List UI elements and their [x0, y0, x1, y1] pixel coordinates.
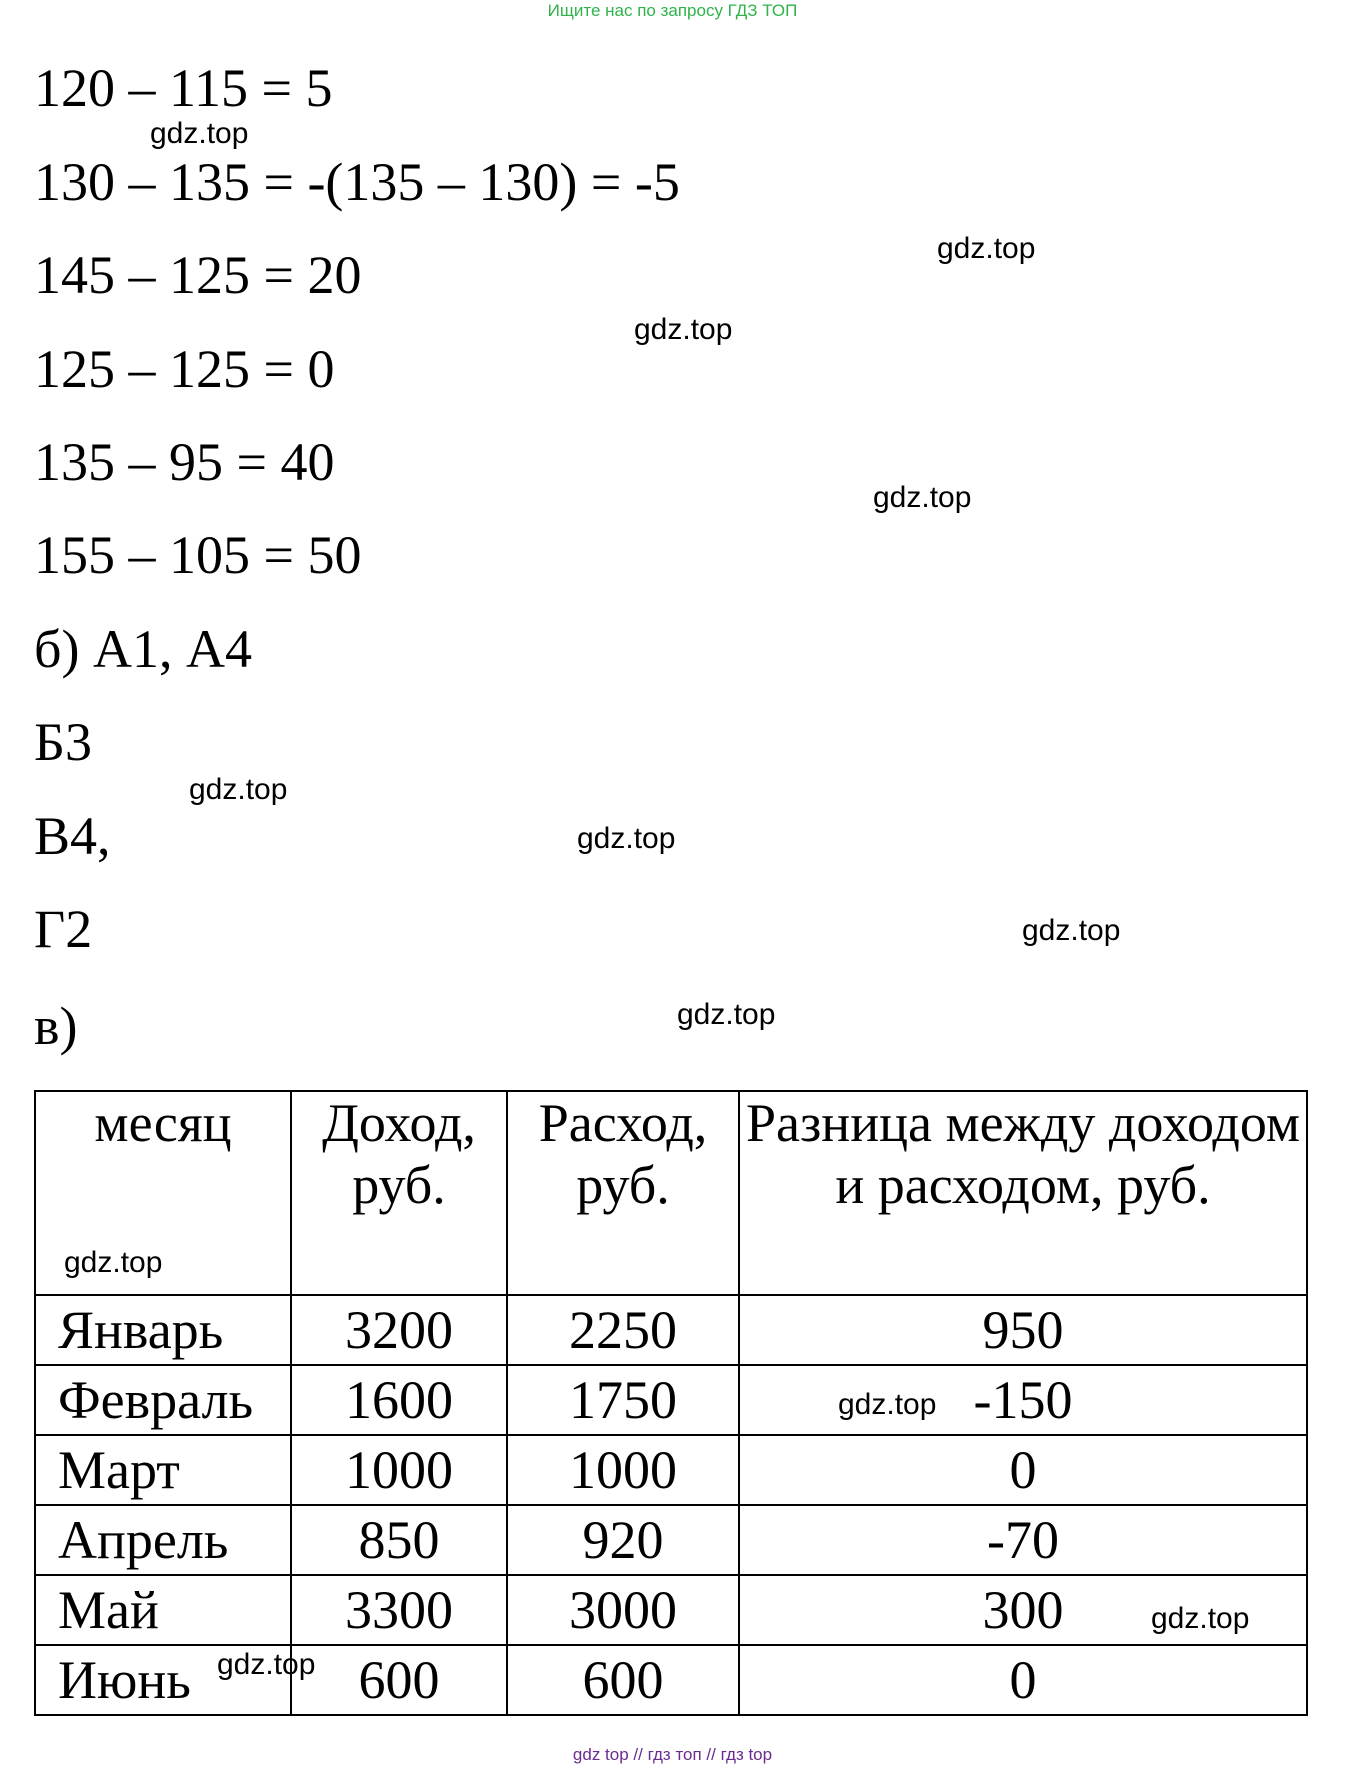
cell-difference: 0: [739, 1645, 1307, 1715]
cell-income: 3200: [291, 1295, 507, 1365]
cell-expense: 920: [507, 1505, 739, 1575]
footer: gdz top // гдз топ // гдз top: [572, 1745, 773, 1764]
equation-line-5: 135 – 95 = 40: [34, 432, 335, 492]
cell-month: Апрель: [35, 1505, 291, 1575]
header-month: месяц: [35, 1091, 291, 1295]
watermark: gdz.top: [937, 232, 1036, 265]
cell-difference: 950: [739, 1295, 1307, 1365]
watermark: gdz.top: [577, 822, 676, 855]
cell-expense: 1750: [507, 1365, 739, 1435]
equation-line-4: 125 – 125 = 0: [34, 339, 335, 399]
watermark: gdz.top: [873, 481, 972, 514]
cell-month: Март: [35, 1435, 291, 1505]
table-row: [35, 1295, 1307, 1365]
cell-difference: -70: [739, 1505, 1307, 1575]
answer-v4-line: В4,: [34, 806, 111, 866]
cell-month: Май: [35, 1575, 291, 1645]
cell-month: Июнь: [35, 1645, 291, 1715]
answer-b3-line: Б3: [34, 712, 93, 772]
cell-month: Февраль: [35, 1365, 291, 1435]
watermark: gdz.top: [1022, 914, 1121, 947]
equation-line-2: 130 – 135 = -(135 – 130) = -5: [34, 152, 680, 212]
equation-line-6: 155 – 105 = 50: [34, 525, 362, 585]
watermark: gdz.top: [677, 998, 776, 1031]
table-row: [35, 1575, 1307, 1645]
cell-expense: 600: [507, 1645, 739, 1715]
table-row: [35, 1505, 1307, 1575]
cell-difference: -150: [739, 1365, 1307, 1435]
equation-line-3: 145 – 125 = 20: [34, 245, 362, 305]
equation-line-1: 120 – 115 = 5: [34, 58, 333, 118]
cell-expense: 3000: [507, 1575, 739, 1645]
cell-difference: 300: [739, 1575, 1307, 1645]
cell-expense: 1000: [507, 1435, 739, 1505]
cell-income: 3300: [291, 1575, 507, 1645]
top-banner: Ищите нас по запросу ГДЗ ТОП: [547, 1, 798, 20]
cell-month: Январь: [35, 1295, 291, 1365]
table-row: [35, 1365, 1307, 1435]
table-header-row: [35, 1091, 1307, 1295]
answer-b-line: б) А1, А4: [34, 619, 252, 679]
cell-expense: 2250: [507, 1295, 739, 1365]
watermark: gdz.top: [1151, 1602, 1250, 1635]
answer-g2-line: Г2: [34, 899, 93, 959]
cell-income: 1600: [291, 1365, 507, 1435]
watermark: gdz.top: [64, 1246, 163, 1279]
watermark: gdz.top: [838, 1388, 937, 1421]
income-expense-table: [34, 1090, 1308, 1716]
cell-income: 850: [291, 1505, 507, 1575]
table-row: [35, 1435, 1307, 1505]
header-income: Доход, руб.: [291, 1091, 507, 1295]
cell-difference: 0: [739, 1435, 1307, 1505]
header-expense: Расход, руб.: [507, 1091, 739, 1295]
watermark: gdz.top: [634, 313, 733, 346]
header-difference: Разница между доходом и расходом, руб.: [739, 1091, 1307, 1295]
cell-income: 600: [291, 1645, 507, 1715]
cell-income: 1000: [291, 1435, 507, 1505]
answer-v-line: в): [34, 996, 78, 1056]
watermark: gdz.top: [217, 1648, 316, 1681]
watermark: gdz.top: [189, 773, 288, 806]
watermark: gdz.top: [150, 117, 249, 150]
